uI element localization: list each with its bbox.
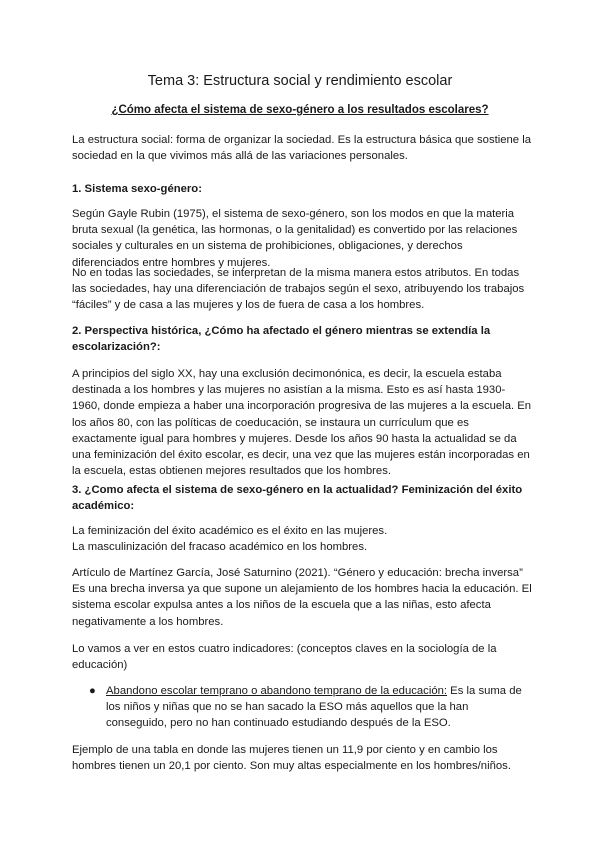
document-subtitle: ¿Cómo afecta el sistema de sexo-género a los resultados escolares?: [111, 104, 489, 116]
list-item: [72, 683, 532, 732]
indicators-intro: Lo vamos a ver en estos cuatro indicadores: (conceptos claves en la sociología de la educación): [72, 643, 497, 672]
indicators-list: [72, 683, 532, 732]
document-title: Tema 3: Estructura social y rendimiento escolar: [147, 73, 453, 89]
section-2-paragraph: A principios del siglo XX, hay una exclusión decimonónica, es decir, la escuela estaba destinada a los hombres y las mujeres no asistían a la misma. Esto es así hasta 1930-1960, donde empieza a haber una incorporación progresiva de las mujeres a la escuela. En los años 80, con las políticas de coeducación, se instaura un currículum que es exactamente igual para hombres y mujeres. Desde los años 90 hasta la actualidad se da una feminización del éxito escolar, es decir, una vez que las mujeres están incorporadas en la escuela, estas obtienen mejores resultados que los hombres.: [72, 368, 532, 478]
article-paragraph: [72, 565, 532, 630]
bullet-icon: ●: [89, 685, 96, 697]
bullet-term: Abandono escolar temprano o abandono temprano de la educación:: [106, 685, 448, 697]
section-3-heading: 3. ¿Como afecta el sistema de sexo-género en la actualidad? Feminización del éxito académico:: [72, 484, 523, 513]
article-citation: Artículo de Martínez García, José Saturnino (2021). “Género y educación: brecha inversa”: [72, 567, 523, 579]
bullet-text: Es la suma de los niños y niñas que no se han sacado la ESO más aquellos que la han conseguido, pero no han continuado estudiando después de la ESO.: [106, 685, 522, 730]
intro-paragraph: La estructura social: forma de organizar la sociedad. Es la estructura básica que sostiene la sociedad en la que vivimos más allá de las variaciones personales.: [72, 134, 532, 163]
section-1-paragraph-2: No en todas las sociedades, se interpretan de la misma manera estos atributos. En todas las sociedades, hay una diferenciación de trabajos según el sexo, atribuyendo los trabajos “fáciles” y de casa a las mujeres y los de fuera de casa a los hombres.: [72, 267, 525, 312]
section-2-heading: 2. Perspectiva histórica, ¿Cómo ha afectado el género mientras se extendía la escolarización?:: [72, 325, 491, 354]
example-paragraph: Ejemplo de una tabla en donde las mujeres tienen un 11,9 por ciento y en cambio los hombres tienen un 20,1 por ciento. Son muy altas especialmente en los hombres/niños.: [72, 744, 511, 773]
section-1-paragraph-1: Según Gayle Rubin (1975), el sistema de sexo-género, son los modos en que la materia bruta sexual (la genética, las hormonas, o la genitalidad) es convertido por las relaciones sociales y culturales en un sistema de prohibiciones, obligaciones, y derechos diferenciados entre hombres y mujeres.: [72, 208, 518, 269]
section-1-heading: 1. Sistema sexo-género:: [72, 183, 202, 195]
feminization-line: La feminización del éxito académico es el éxito en las mujeres.: [72, 525, 388, 537]
masculinization-line: La masculinización del fracaso académico en los hombres.: [72, 541, 368, 553]
article-description: Es una brecha inversa ya que supone un alejamiento de los hombres hacia la educación. El sistema escolar expulsa antes a los niños de la escuela que a las niñas, esto afecta negativamente a los hombres.: [72, 583, 532, 628]
